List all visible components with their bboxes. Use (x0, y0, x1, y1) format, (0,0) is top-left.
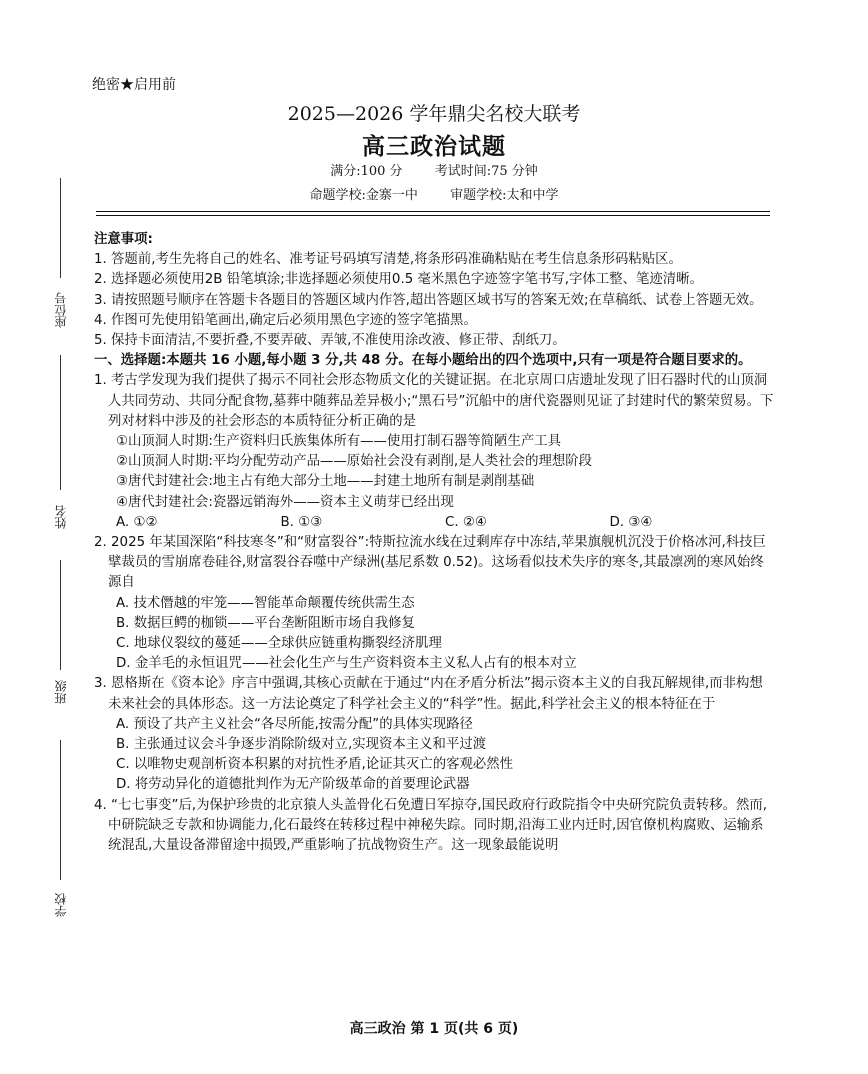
notice-heading: 注意事项: (94, 232, 153, 247)
question-1-stem: 1. 考古学发现为我们提供了揭示不同社会形态物质文化的关键证据。在北京周口店遗址发现了旧石器时代的山顶洞人共同劳动、共同分配食物,墓葬中随葬品差异极小;“黑石号”沉船中的唐代瓷器则见证了封建时代的繁荣贸易。下列对材料中涉及的社会形态的本质特征分析正确的是 (94, 373, 774, 429)
class-label: 班级 (54, 680, 68, 704)
seat-line (60, 178, 61, 278)
name-line (60, 355, 61, 490)
notice-item: 1. 答题前,考生先将自己的姓名、准考证号码填写清楚,将条形码准确粘贴在考生信息条形码粘贴区。 (94, 252, 682, 268)
school-row (0, 184, 868, 203)
q3-option-b[interactable]: B. 主张通过议会斗争逐步消除阶级对立,实现资本主义和平过渡 (116, 737, 487, 753)
header-divider-thin (96, 215, 770, 216)
name-label: 姓名 (54, 505, 68, 529)
score-time-row (0, 160, 868, 179)
q3-option-a[interactable]: A. 预设了共产主义社会“各尽所能,按需分配”的具体实现路径 (116, 716, 473, 732)
q1-item: ①山顶洞人时期:生产资料归氏族集体所有——使用打制石器等简陋生产工具 (116, 434, 562, 450)
q2-option-a[interactable]: A. 技术僭越的牢笼——智能革命颠覆传统供需生态 (116, 595, 415, 611)
q1-option-c[interactable]: C. ②④ (445, 514, 487, 530)
section-heading: 一、选择题:本题共 16 小题,每小题 3 分,共 48 分。在每小题给出的四个选项中,只有一项是符合题目要求的。 (94, 353, 752, 369)
notice-item: 5. 保持卡面清洁,不要折叠,不要弄破、弄皱,不准使用涂改液、修正带、刮纸刀。 (94, 333, 566, 349)
q1-option-a[interactable]: A. ①② (116, 514, 158, 530)
question-4-stem: 4. “七七事变”后,为保护珍贵的北京猿人头盖骨化石免遭日军掠夺,国民政府行政院指令中央研究院负责转移。然而,中研院缺乏专款和协调能力,化石最终在转移过程中神秘失踪。同时期,沿海工业内迁时,因官僚机构腐败、运输系统混乱,大量设备滞留途中损毁,严重影响了抗战物资生产。这一现象最能说明 (94, 797, 768, 854)
reviewer-school: 审题学校:太和中学 (450, 188, 559, 203)
question-3-stem: 3. 恩格斯在《资本论》序言中强调,其核心贡献在于通过“内在矛盾分析法”揭示资本主义的自我瓦解规律,而非构想未来社会的具体形态。这一方法论奠定了科学社会主义的“科学”性。据此,科学社会主义的根本特征在于 (94, 676, 763, 712)
q3-option-d[interactable]: D. 将劳动异化的道德批判作为无产阶级革命的首要理论武器 (116, 777, 470, 793)
q1-item: ③唐代封建社会:地主占有绝大部分土地——封建土地所有制是剥削基础 (116, 474, 535, 490)
exam-time: 考试时间:75 分钟 (434, 164, 538, 179)
notice-item: 2. 选择题必须使用2B 铅笔填涂;非选择题必须使用0.5 毫米黑色字迹签字笔书写,字体工整、笔迹清晰。 (94, 272, 703, 288)
q1-option-b[interactable]: B. ①③ (280, 514, 323, 530)
school-line (60, 740, 61, 880)
school-label: 学校 (54, 893, 68, 917)
q1-option-d[interactable]: D. ③④ (609, 514, 653, 530)
header-divider (96, 211, 770, 212)
question-2-stem: 2. 2025 年某国深陷“科技寒冬”和“财富裂谷”:特斯拉流水线在过剩库存中冻结,苹果旗舰机沉没于价格冰河,科技巨擘裁员的雪崩席卷硅谷,财富裂谷吞噬中产绿洲(基尼系数 0.52)。这场看似技术失序的寒冬,其最凛冽的寒风始终源自 (94, 535, 766, 591)
q2-option-b[interactable]: B. 数据巨鳄的枷锁——平台垄断阻断市场自我修复 (116, 615, 415, 631)
confidential-mark: 绝密★启用前 (92, 77, 176, 93)
page-footer: 高三政治 第 1 页(共 6 页) (349, 1021, 519, 1037)
exam-title: 2025—2026 学年鼎尖名校大联考 (287, 103, 581, 125)
exam-content (94, 230, 774, 856)
seat-label: 座位号 (54, 292, 68, 328)
q3-option-c[interactable]: C. 以唯物史观剖析资本积累的对抗性矛盾,论证其灭亡的客观必然性 (116, 757, 514, 773)
setter-school: 命题学校:金寨一中 (309, 188, 418, 203)
q1-item: ④唐代封建社会:瓷器远销海外——资本主义萌芽已经出现 (116, 494, 454, 510)
notice-item: 3. 请按照题号顺序在答题卡各题目的答题区域内作答,超出答题区域书写的答案无效;在草稿纸、试卷上答题无效。 (94, 292, 763, 308)
q2-option-c[interactable]: C. 地球仪裂纹的蔓延——全球供应链重构撕裂经济肌理 (116, 636, 442, 652)
notice-item: 4. 作图可先使用铅笔画出,确定后必须用黑色字迹的签字笔描黑。 (94, 312, 477, 328)
q1-options (94, 513, 774, 533)
q2-option-d[interactable]: D. 金羊毛的永恒诅咒——社会化生产与生产资料资本主义私人占有的根本对立 (116, 656, 577, 672)
q1-item: ②山顶洞人时期:平均分配劳动产品——原始社会没有剥削,是人类社会的理想阶段 (116, 454, 593, 470)
class-line (60, 560, 61, 670)
full-score: 满分:100 分 (330, 164, 403, 179)
subject-title: 高三政治试题 (362, 133, 506, 160)
